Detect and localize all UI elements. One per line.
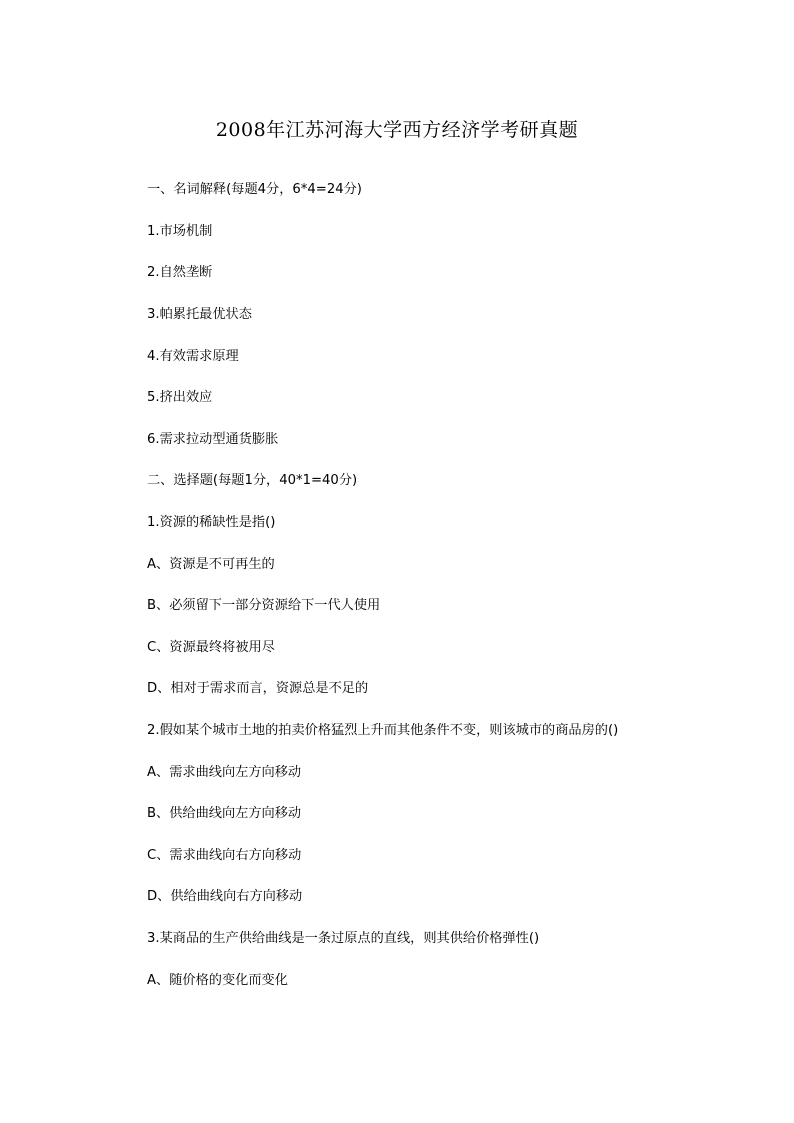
answer-option: A、随价格的变化而变化 [147,973,288,988]
term-item: 4.有效需求原理 [147,349,239,364]
term-item: 3.帕累托最优状态 [147,307,252,322]
answer-option: A、资源是不可再生的 [147,557,275,572]
term-item: 1.市场机制 [147,224,213,239]
term-item: 6.需求拉动型通货膨胀 [147,432,279,447]
question-text: 1.资源的稀缺性是指() [147,515,276,530]
answer-option: D、相对于需求而言，资源总是不足的 [147,681,369,696]
answer-option: B、供给曲线向左方向移动 [147,806,302,821]
answer-option: B、必须留下一部分资源给下一代人使用 [147,598,381,613]
document-title: 2008年江苏河海大学西方经济学考研真题 [215,118,579,141]
term-item: 2.自然垄断 [147,265,213,280]
answer-option: A、需求曲线向左方向移动 [147,765,302,780]
section-heading-multiple-choice: 二、选择题(每题1分，40*1=40分) [147,473,358,488]
answer-option: C、资源最终将被用尽 [147,640,275,655]
term-item: 5.挤出效应 [147,390,213,405]
question-text: 2.假如某个城市土地的拍卖价格猛烈上升而其他条件不变，则该城市的商品房的() [147,723,619,738]
question-text: 3.某商品的生产供给曲线是一条过原点的直线，则其供给价格弹性() [147,931,540,946]
answer-option: D、供给曲线向右方向移动 [147,889,303,904]
section-heading-definitions: 一、名词解释(每题4分，6*4=24分) [147,182,362,197]
answer-option: C、需求曲线向右方向移动 [147,848,302,863]
